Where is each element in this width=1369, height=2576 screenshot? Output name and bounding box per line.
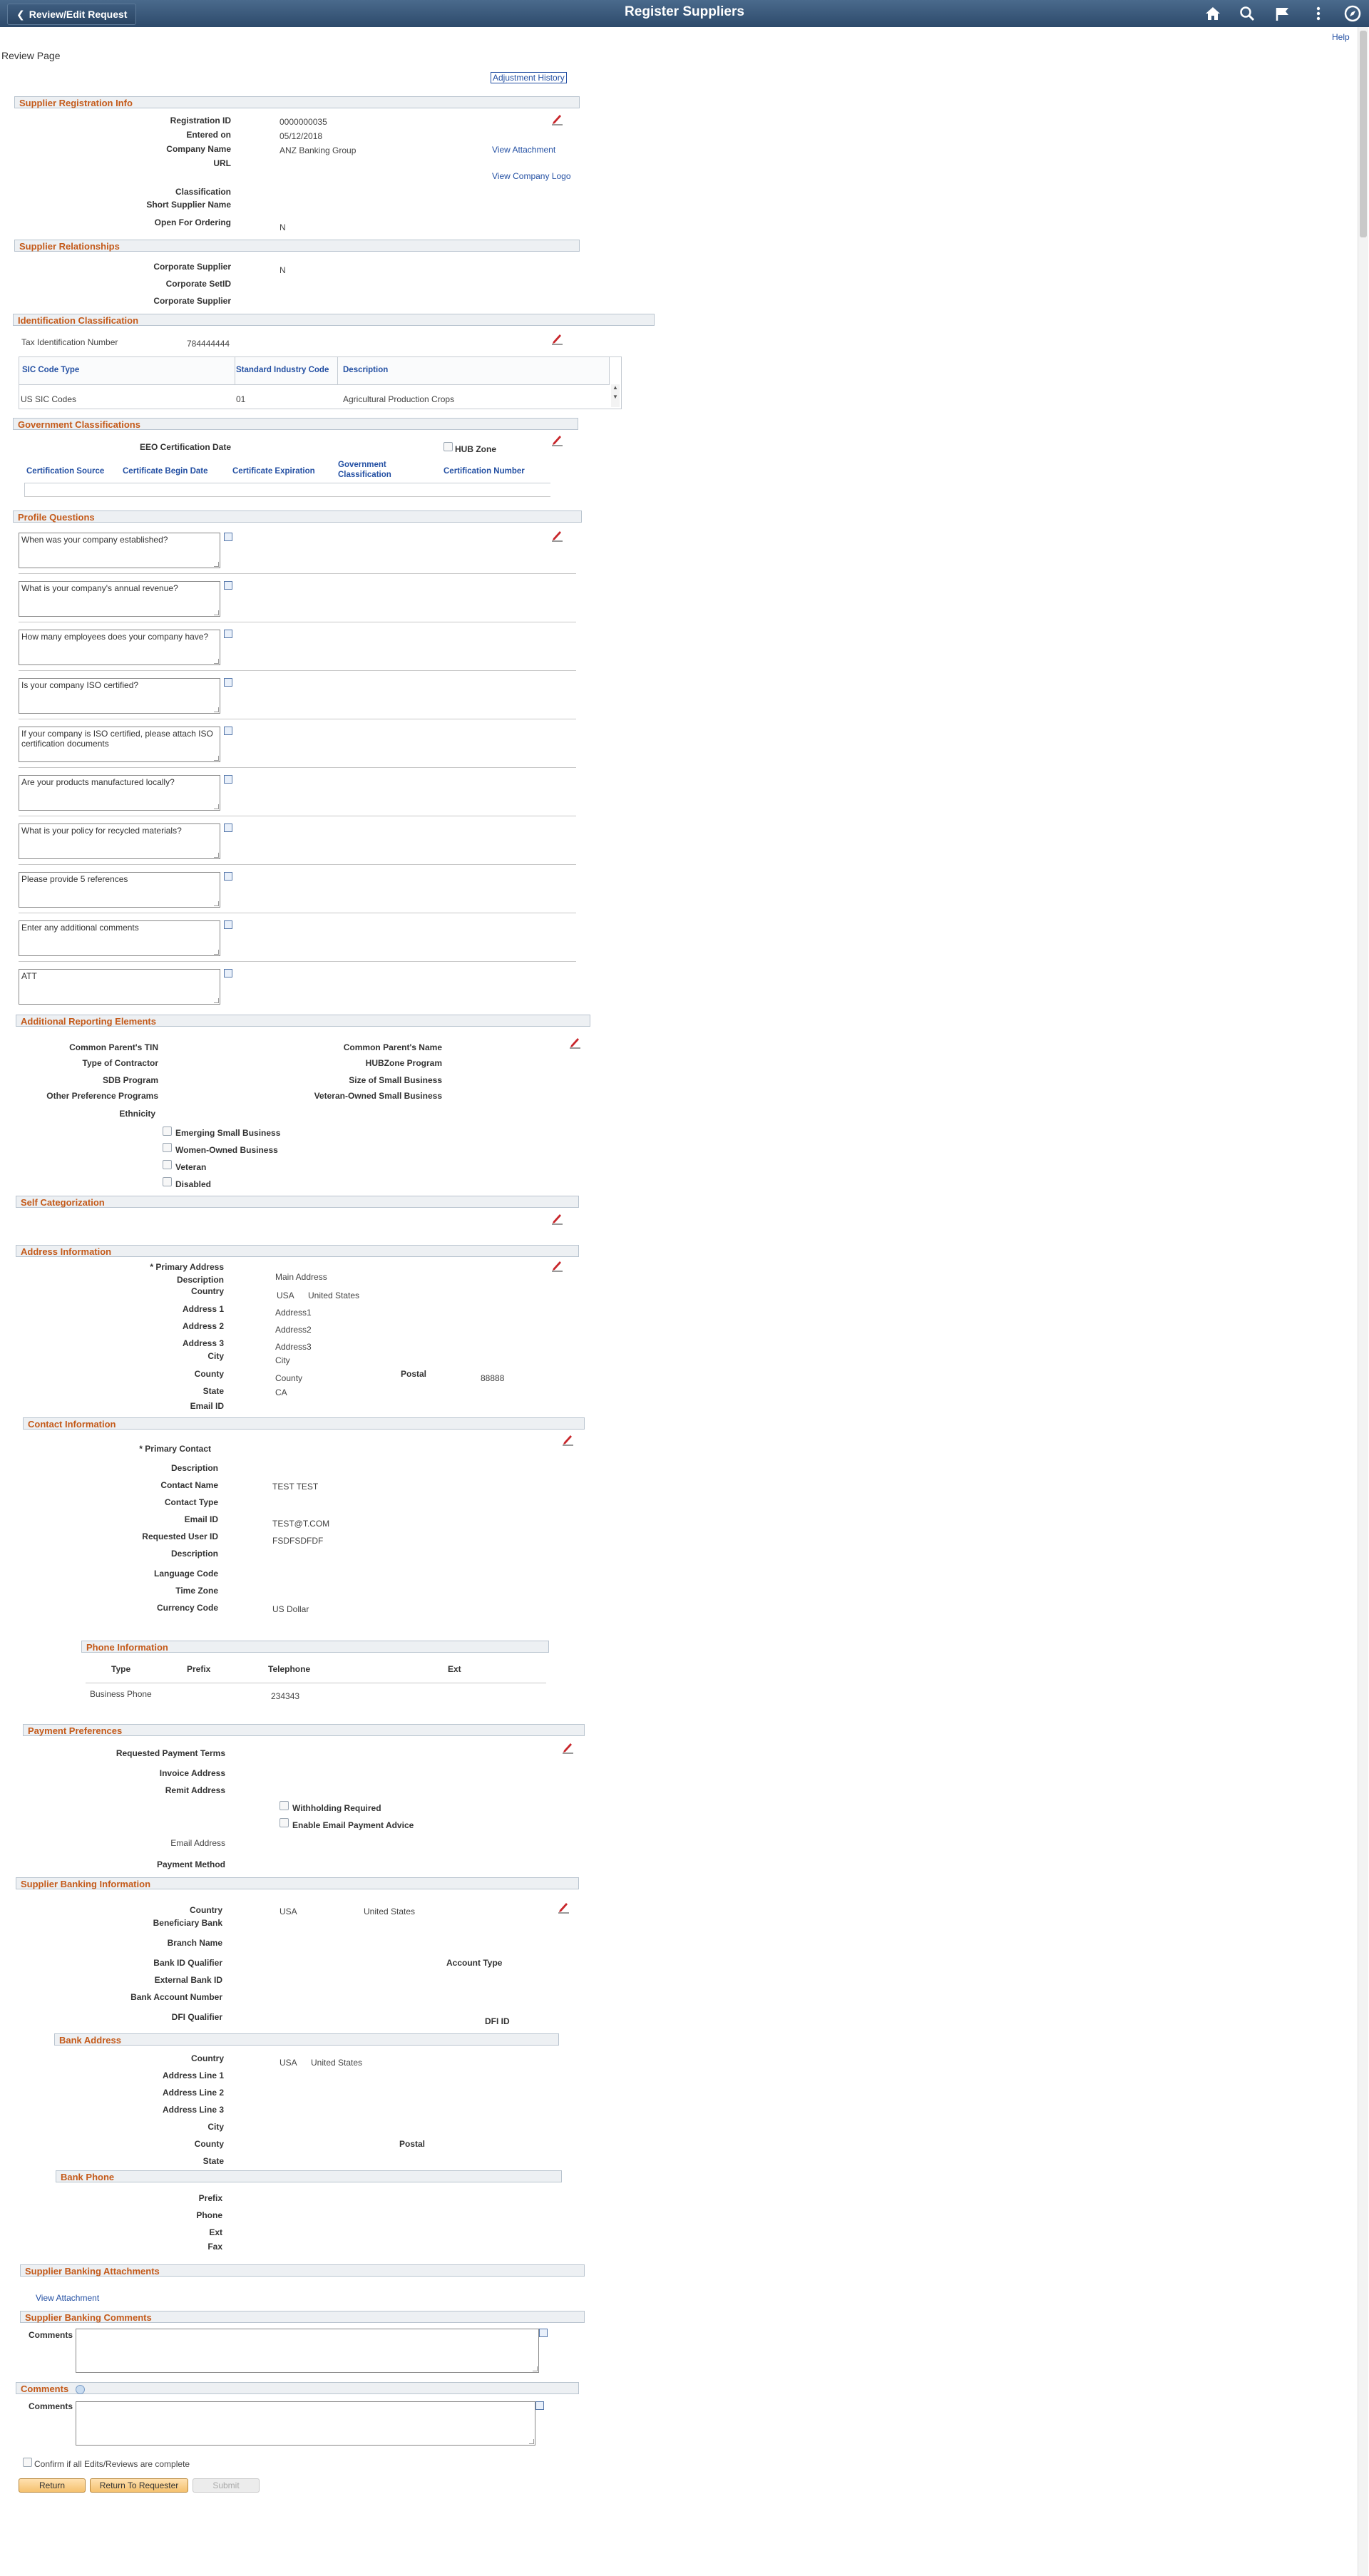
top-banner: [0, 0, 1369, 27]
info-icon[interactable]: [76, 2385, 85, 2394]
label-bank-ext: Ext: [209, 2227, 222, 2237]
label-county: County: [194, 1369, 224, 1379]
label-banking-comments: Comments: [29, 2330, 73, 2340]
section-identification-classification: Identification Classification: [13, 314, 655, 326]
section-phone-information: Phone Information: [81, 1641, 549, 1653]
value-address-description: Main Address: [275, 1272, 327, 1282]
profile-question-textarea[interactable]: When was your company established?: [19, 533, 220, 568]
label-veteran: Veteran: [175, 1162, 207, 1172]
section-additional-reporting-elements: Additional Reporting Elements: [16, 1015, 590, 1027]
page-header-title: Register Suppliers: [625, 4, 744, 19]
label-corporate-setid: Corporate SetID: [165, 279, 231, 289]
navbar-compass-icon[interactable]: [1343, 4, 1362, 23]
expand-icon[interactable]: [224, 678, 232, 687]
value-county: County: [275, 1373, 303, 1383]
expand-icon[interactable]: [224, 630, 232, 638]
value-open-for-ordering: N: [280, 222, 286, 232]
col-certificate-expiration[interactable]: Certificate Expiration: [232, 467, 315, 476]
label-account-type: Account Type: [446, 1958, 503, 1968]
value-bank-country: USA: [280, 1907, 297, 1916]
edit-icon[interactable]: [551, 530, 564, 542]
col-phone-type: Type: [111, 1664, 131, 1674]
label-emerging-small-business: Emerging Small Business: [175, 1128, 281, 1138]
comments-textarea[interactable]: [76, 2401, 535, 2446]
label-bank-prefix: Prefix: [198, 2193, 222, 2203]
label-corporate-supplier-2: Corporate Supplier: [153, 296, 231, 306]
section-payment-preferences: Payment Preferences: [23, 1724, 585, 1736]
label-corporate-supplier: Corporate Supplier: [153, 262, 231, 272]
submit-button[interactable]: Submit: [193, 2478, 260, 2493]
edit-icon[interactable]: [551, 114, 564, 125]
phone-row-telephone: 234343: [271, 1691, 300, 1701]
label-contact-description-2: Description: [170, 1549, 218, 1559]
banking-comments-textarea[interactable]: [76, 2329, 539, 2373]
withholding-required-checkbox[interactable]: [280, 1801, 289, 1810]
edit-icon[interactable]: [551, 1261, 564, 1272]
label-primary-contact: * Primary Contact: [139, 1444, 211, 1454]
value-tax-identification-number: 784444444: [187, 339, 230, 349]
value-bank-address-country: USA: [280, 2058, 297, 2068]
value-bank-address-country-desc: United States: [311, 2058, 363, 2068]
expand-icon[interactable]: [535, 2401, 544, 2410]
col-certification-number[interactable]: Certification Number: [443, 467, 525, 476]
edit-icon[interactable]: [551, 334, 564, 345]
section-comments: [16, 2382, 579, 2394]
back-button-label: Review/Edit Request: [29, 9, 128, 20]
profile-question-textarea[interactable]: ATT: [19, 969, 220, 1005]
return-to-requester-button[interactable]: Return To Requester: [90, 2478, 188, 2493]
label-type-of-contractor: Type of Contractor: [82, 1058, 158, 1068]
value-requested-user-id: FSDFSDFDF: [272, 1536, 324, 1546]
expand-icon[interactable]: [224, 533, 232, 541]
label-enable-email-payment-advice: Enable Email Payment Advice: [292, 1820, 414, 1830]
label-common-parents-name: Common Parent's Name: [343, 1042, 442, 1052]
value-postal: 88888: [481, 1373, 505, 1383]
view-attachment-link[interactable]: View Attachment: [492, 145, 556, 155]
scrollbar[interactable]: [1358, 27, 1368, 2576]
confirm-edits-checkbox[interactable]: [23, 2458, 32, 2467]
label-primary-address: * Primary Address: [150, 1262, 224, 1272]
profile-question-textarea[interactable]: If your company is ISO certified, please attach ISO certification documents: [19, 727, 220, 762]
value-address-2: Address2: [275, 1325, 312, 1335]
label-size-of-small-business: Size of Small Business: [349, 1075, 442, 1085]
search-icon[interactable]: [1238, 4, 1256, 23]
label-bank-id-qualifier: Bank ID Qualifier: [153, 1958, 222, 1968]
label-ethnicity: Ethnicity: [119, 1109, 155, 1119]
label-short-supplier-name: Short Supplier Name: [146, 200, 231, 210]
value-city: City: [275, 1355, 290, 1365]
edit-icon[interactable]: [551, 1213, 564, 1225]
label-email-id: Email ID: [190, 1401, 224, 1411]
value-company-name: ANZ Banking Group: [280, 145, 357, 155]
label-invoice-address: Invoice Address: [159, 1768, 225, 1778]
value-contact-email-id: TEST@T.COM: [272, 1519, 330, 1529]
col-sic-code-type[interactable]: SIC Code Type: [22, 366, 80, 374]
label-tax-identification-number: Tax Identification Number: [21, 337, 118, 347]
section-supplier-banking-information: Supplier Banking Information: [16, 1877, 579, 1889]
value-bank-country-desc: United States: [364, 1907, 416, 1916]
value-entered-on: 05/12/2018: [280, 131, 323, 141]
col-description[interactable]: Description: [343, 366, 389, 374]
section-supplier-banking-comments: Supplier Banking Comments: [20, 2311, 585, 2323]
label-comments: Comments: [29, 2401, 73, 2411]
label-contact-email-id: Email ID: [184, 1514, 218, 1524]
grid-scrollbar[interactable]: [611, 384, 620, 407]
edit-icon[interactable]: [551, 435, 564, 446]
col-government-classification[interactable]: Government Classification: [338, 461, 391, 479]
label-entered-on: Entered on: [186, 130, 231, 140]
expand-icon[interactable]: [224, 775, 232, 784]
label-bank-country: Country: [190, 1905, 222, 1915]
profile-question-textarea[interactable]: Are your products manufactured locally?: [19, 775, 220, 811]
label-dfi-id: DFI ID: [485, 2016, 510, 2026]
scroll-up-icon[interactable]: ▲: [612, 384, 618, 391]
expand-icon[interactable]: [539, 2329, 548, 2337]
sic-row-description: Agricultural Production Crops: [343, 394, 455, 404]
label-sdb-program: SDB Program: [102, 1075, 158, 1085]
col-phone-telephone: Telephone: [268, 1664, 311, 1674]
value-currency-code: US Dollar: [272, 1604, 309, 1614]
help-link[interactable]: Help: [1332, 32, 1350, 42]
label-address-2: Address 2: [182, 1321, 224, 1331]
label-bank-county: County: [194, 2139, 224, 2149]
edit-icon[interactable]: [562, 1435, 575, 1446]
label-confirm-edits: Confirm if all Edits/Reviews are complete: [34, 2459, 190, 2469]
profile-question-textarea[interactable]: What is your policy for recycled materials?: [19, 823, 220, 859]
section-supplier-banking-attachments: Supplier Banking Attachments: [20, 2264, 585, 2277]
label-withholding-required: Withholding Required: [292, 1803, 381, 1813]
label-classification: Classification: [175, 187, 231, 197]
label-requested-payment-terms: Requested Payment Terms: [116, 1748, 225, 1758]
home-icon[interactable]: [1204, 4, 1222, 23]
flag-icon[interactable]: [1273, 4, 1292, 23]
expand-icon[interactable]: [224, 920, 232, 929]
label-address-line-3: Address Line 3: [162, 2105, 224, 2115]
section-self-categorization: Self Categorization: [16, 1196, 579, 1208]
profile-question-textarea[interactable]: Enter any additional comments: [19, 920, 220, 956]
return-button[interactable]: Return: [19, 2478, 86, 2493]
label-bank-postal: Postal: [399, 2139, 426, 2149]
label-bank-state: State: [202, 2156, 224, 2166]
label-remit-address: Remit Address: [165, 1785, 225, 1795]
section-government-classifications: Government Classifications: [13, 418, 578, 430]
profile-question-textarea[interactable]: What is your company's annual revenue?: [19, 581, 220, 617]
label-branch-name: Branch Name: [167, 1938, 222, 1948]
label-external-bank-id: External Bank ID: [154, 1975, 222, 1985]
disabled-checkbox[interactable]: [163, 1177, 172, 1186]
label-address-line-2: Address Line 2: [162, 2088, 224, 2098]
label-eeo-certification-date: EEO Certification Date: [139, 442, 231, 452]
edit-icon[interactable]: [562, 1743, 575, 1754]
comments-section-title: Comments: [21, 2383, 69, 2394]
label-beneficiary-bank: Beneficiary Bank: [153, 1918, 222, 1928]
value-address-country: USA: [277, 1290, 294, 1300]
label-address-1: Address 1: [182, 1304, 224, 1314]
edit-icon[interactable]: [569, 1037, 582, 1049]
expand-icon[interactable]: [224, 823, 232, 832]
label-state: State: [202, 1386, 224, 1396]
label-hub-zone: HUB Zone: [455, 444, 496, 454]
label-other-preference-programs: Other Preference Programs: [46, 1091, 158, 1101]
label-address-line-1: Address Line 1: [162, 2070, 224, 2080]
sic-row-code: 01: [236, 394, 246, 404]
label-hubzone-program: HUBZone Program: [365, 1058, 442, 1068]
sic-row-type: US SIC Codes: [21, 394, 77, 404]
edit-icon[interactable]: [558, 1902, 570, 1914]
women-owned-business-checkbox[interactable]: [163, 1143, 172, 1152]
label-address-description: Description: [176, 1275, 224, 1285]
label-payment-method: Payment Method: [156, 1859, 225, 1869]
label-currency-code: Currency Code: [156, 1603, 218, 1613]
section-address-information: Address Information: [16, 1245, 579, 1257]
label-url: URL: [213, 158, 231, 168]
label-company-name: Company Name: [166, 144, 231, 154]
section-supplier-relationships: Supplier Relationships: [14, 240, 580, 252]
value-registration-id: 0000000035: [280, 117, 327, 127]
label-contact-description: Description: [170, 1463, 218, 1473]
col-phone-ext: Ext: [448, 1664, 461, 1674]
section-profile-questions: Profile Questions: [13, 510, 582, 523]
value-state: CA: [275, 1387, 287, 1397]
label-bank-fax: Fax: [207, 2242, 222, 2252]
label-open-for-ordering: Open For Ordering: [154, 217, 231, 227]
col-phone-prefix: Prefix: [187, 1664, 211, 1674]
value-contact-name: TEST TEST: [272, 1482, 319, 1492]
label-time-zone: Time Zone: [175, 1586, 218, 1596]
adjustment-history-link[interactable]: Adjustment History: [491, 72, 567, 83]
label-address-3: Address 3: [182, 1338, 224, 1348]
value-address-3: Address3: [275, 1342, 312, 1352]
label-bank-account-number: Bank Account Number: [130, 1992, 222, 2002]
value-corporate-supplier: N: [280, 265, 286, 275]
expand-icon[interactable]: [224, 969, 232, 977]
government-grid-header: [24, 460, 550, 483]
label-women-owned-business: Women-Owned Business: [175, 1145, 278, 1155]
hub-zone-checkbox[interactable]: [443, 442, 453, 451]
view-company-logo-link[interactable]: View Company Logo: [492, 171, 571, 181]
expand-icon[interactable]: [224, 872, 232, 881]
profile-question-textarea[interactable]: How many employees does your company have?: [19, 630, 220, 665]
section-bank-phone: Bank Phone: [56, 2170, 562, 2182]
scrollbar-thumb[interactable]: [1360, 31, 1367, 237]
section-supplier-registration-info: Supplier Registration Info: [14, 96, 580, 108]
label-bank-city: City: [207, 2122, 224, 2132]
col-certificate-begin-date[interactable]: Certificate Begin Date: [123, 467, 208, 476]
chevron-left-icon: ❮: [16, 8, 25, 20]
label-email-address: Email Address: [170, 1838, 225, 1848]
value-address-1: Address1: [275, 1308, 312, 1318]
label-city: City: [207, 1351, 224, 1361]
section-contact-information: Contact Information: [23, 1417, 585, 1430]
label-language-code: Language Code: [153, 1569, 218, 1579]
banking-view-attachment-link[interactable]: View Attachment: [36, 2293, 100, 2303]
label-registration-id: Registration ID: [170, 116, 231, 125]
expand-icon[interactable]: [224, 727, 232, 735]
label-veteran-owned-small-business: Veteran-Owned Small Business: [314, 1091, 442, 1101]
expand-icon[interactable]: [224, 581, 232, 590]
label-address-country: Country: [191, 1286, 224, 1296]
enable-email-payment-advice-checkbox[interactable]: [280, 1818, 289, 1827]
label-disabled: Disabled: [175, 1179, 212, 1189]
label-bank-phone: Phone: [196, 2210, 222, 2220]
label-requested-user-id: Requested User ID: [142, 1531, 218, 1541]
section-bank-address: Bank Address: [54, 2033, 559, 2046]
value-address-country-desc: United States: [308, 1290, 360, 1300]
page-title: Review Page: [1, 50, 61, 61]
sic-code-grid: [19, 356, 622, 409]
label-bank-address-country: Country: [191, 2053, 224, 2063]
emerging-small-business-checkbox[interactable]: [163, 1127, 172, 1136]
phone-row-type: Business Phone: [90, 1689, 152, 1699]
label-contact-type: Contact Type: [164, 1497, 218, 1507]
more-actions-icon[interactable]: [1309, 4, 1328, 23]
profile-question-textarea[interactable]: Please provide 5 references: [19, 872, 220, 908]
col-standard-industry-code[interactable]: Standard Industry Code: [236, 366, 329, 374]
col-certification-source[interactable]: Certification Source: [26, 467, 105, 476]
label-contact-name: Contact Name: [160, 1480, 218, 1490]
scroll-down-icon[interactable]: ▼: [612, 394, 618, 400]
label-dfi-qualifier: DFI Qualifier: [171, 2012, 222, 2022]
label-postal: Postal: [401, 1369, 427, 1379]
veteran-checkbox[interactable]: [163, 1160, 172, 1169]
profile-question-textarea[interactable]: Is your company ISO certified?: [19, 678, 220, 714]
label-common-parents-tin: Common Parent's TIN: [69, 1042, 158, 1052]
